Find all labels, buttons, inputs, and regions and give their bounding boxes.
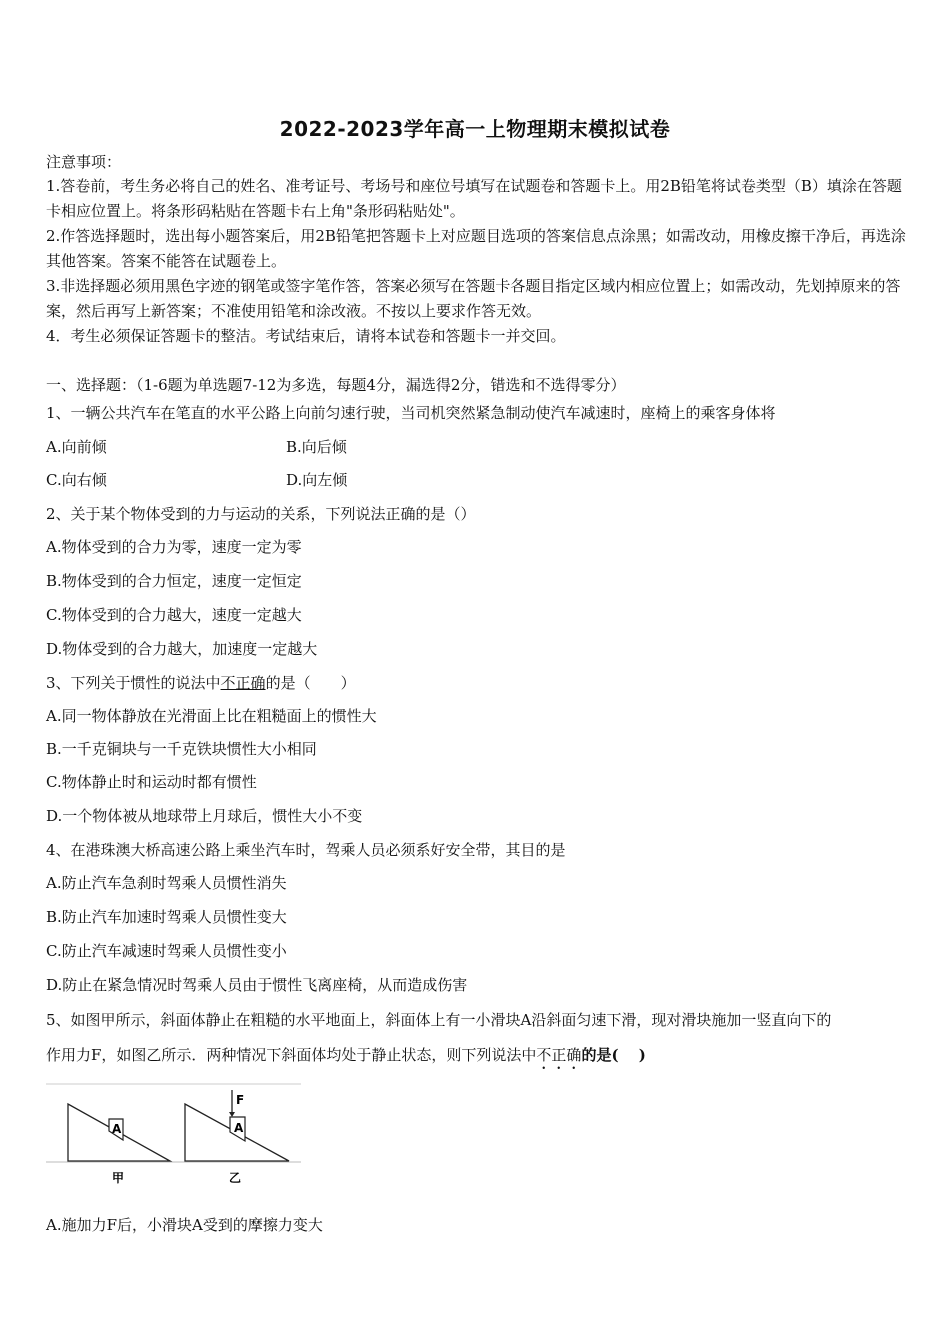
question-5-stem-line-1: 5、如图甲所示，斜面体静止在粗糙的水平地面上，斜面体上有一小滑块A沿斜面匀速下滑，现对滑块施加一竖直向下的: [46, 1011, 832, 1029]
question-1-stem: 1、一辆公共汽车在笔直的水平公路上向前匀速行驶，当司机突然紧急制动使汽车减速时，座椅上的乘客身体将: [46, 404, 776, 422]
force-label: F: [236, 1093, 245, 1107]
notice-item-2: 2.作答选择题时，选出每小题答案后，用2B铅笔把答题卡上对应题目选项的答案信息点涂黑；如需改动，用橡皮擦干净后，再选涂其他答案。答案不能答在试题卷上。: [46, 227, 906, 270]
notice-heading: 注意事项：: [46, 153, 122, 171]
page-title: 2022-2023学年高一上物理期末模拟试卷: [279, 117, 671, 141]
question-2-option-b: B.物体受到的合力恒定，速度一定恒定: [46, 572, 302, 590]
question-5-stem-post: 的是( ): [581, 1046, 646, 1064]
question-4-stem: 4、在港珠澳大桥高速公路上乘坐汽车时，驾乘人员必须系好安全带，其目的是: [46, 841, 566, 859]
question-3-option-c: C.物体静止时和运动时都有惯性: [46, 773, 257, 791]
figure-label-right: 乙: [229, 1171, 242, 1185]
question-3-option-d: D.一个物体被从地球带上月球后，惯性大小不变: [46, 807, 363, 825]
block-left-label: A: [112, 1122, 122, 1136]
question-2-option-d: D.物体受到的合力越大，加速度一定越大: [46, 640, 318, 658]
question-5-stem-emphasis: 不正确: [536, 1046, 582, 1064]
question-5-stem-line-2: [46, 1043, 646, 1073]
question-1-option-b: B.向后倾: [286, 438, 347, 456]
notice-item-4: 4．考生必须保证答题卡的整洁。考试结束后，请将本试卷和答题卡一并交回。: [46, 327, 566, 345]
notice-item-1: 1.答卷前，考生务必将自己的姓名、准考证号、考场号和座位号填写在试题卷和答题卡上。用2B铅笔将试卷类型（B）填涂在答题卡相应位置上。将条形码粘贴在答题卡右上角"条形码粘贴处"。: [46, 177, 902, 220]
question-3-stem-post: 的是（ ）: [265, 674, 356, 692]
question-4-option-c: C.防止汽车减速时驾乘人员惯性变小: [46, 942, 287, 960]
question-2-option-a: A.物体受到的合力为零，速度一定为零: [46, 538, 302, 556]
question-3-stem-underlined: 不正确: [220, 674, 266, 692]
question-4-option-b: B.防止汽车加速时驾乘人员惯性变大: [46, 908, 287, 926]
question-1-option-d: D.向左倾: [286, 471, 348, 489]
question-2-option-c: C.物体受到的合力越大，速度一定越大: [46, 606, 302, 624]
force-arrow-head: [229, 1112, 235, 1117]
question-3-stem: [46, 671, 356, 696]
figure-label-left: 甲: [112, 1171, 125, 1185]
section-heading: 一、选择题：（1-6题为单选题7-12为多选，每题4分，漏选得2分，错选和不选得零分）: [46, 376, 626, 394]
question-1-options-row-2: [46, 468, 348, 493]
incline-figure: [46, 1082, 302, 1192]
question-2-stem: 2、关于某个物体受到的力与运动的关系，下列说法正确的是（）: [46, 505, 476, 523]
question-5-stem-pre: 作用力F，如图乙所示．两种情况下斜面体均处于静止状态，则下列说法中: [46, 1046, 537, 1064]
notice-item-3: 3.非选择题必须用黑色字迹的钢笔或签字笔作答，答案必须写在答题卡各题目指定区域内相应位置上；如需改动，先划掉原来的答案，然后再写上新答案；不准使用铅笔和涂改液。不按以上要求作答无效。: [46, 277, 901, 320]
question-1-option-a: A.向前倾: [46, 438, 107, 456]
question-3-option-a: A.同一物体静放在光滑面上比在粗糙面上的惯性大: [46, 707, 377, 725]
question-4-option-d: D.防止在紧急情况时驾乘人员由于惯性飞离座椅，从而造成伤害: [46, 976, 468, 994]
question-3-option-b: B.一千克铜块与一千克铁块惯性大小相同: [46, 740, 317, 758]
block-right-label: A: [234, 1121, 244, 1135]
question-1-options-row-1: [46, 435, 347, 460]
question-5-option-a: A.施加力F后，小滑块A受到的摩擦力变大: [46, 1216, 323, 1234]
question-4-option-a: A.防止汽车急刹时驾乘人员惯性消失: [46, 874, 287, 892]
question-3-stem-pre: 3、下列关于惯性的说法中: [46, 674, 221, 692]
question-1-option-c: C.向右倾: [46, 471, 107, 489]
